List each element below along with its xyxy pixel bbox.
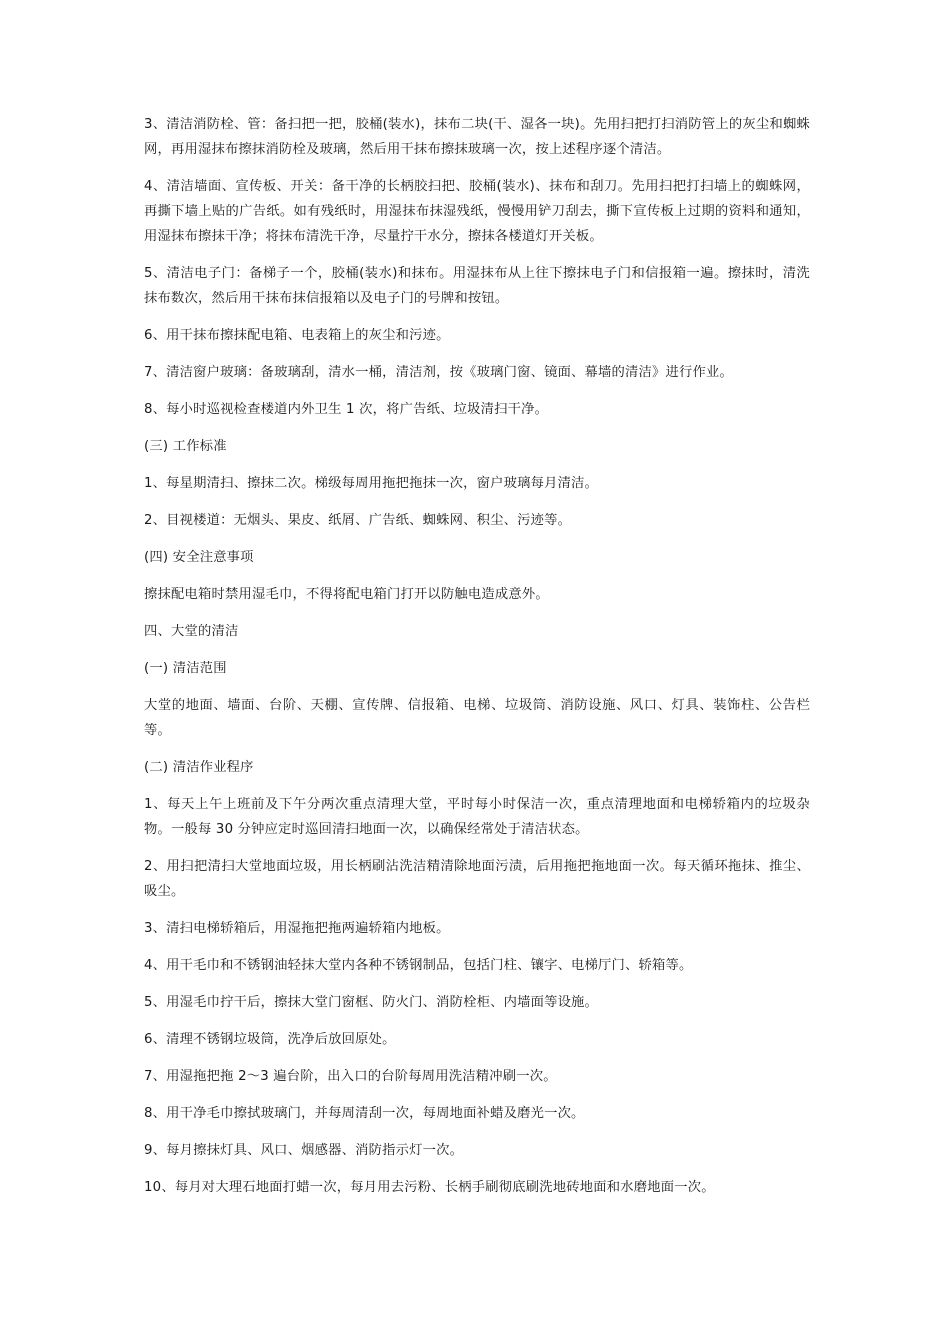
- paragraph-lobby-step-4: 4、用干毛巾和不锈钢油轻抹大堂内各种不锈钢制品，包括门柱、镶字、电梯厅门、轿箱等。: [144, 958, 693, 973]
- paragraph-safety-warning: 擦抹配电箱时禁用湿毛巾，不得将配电箱门打开以防触电造成意外。: [144, 587, 549, 602]
- heading-lobby-cleaning: 四、大堂的清洁: [144, 624, 239, 639]
- paragraph-lobby-step-10: 10、每月对大理石地面打蜡一次，每月用去污粉、长柄手刷彻底刷洗地砖地面和水磨地面一次。: [144, 1180, 715, 1195]
- paragraph-lobby-step-7: 7、用湿拖把拖 2～3 遍台阶，出入口的台阶每周用洗洁精冲刷一次。: [144, 1069, 557, 1084]
- paragraph-lobby-step-8: 8、用干净毛巾擦拭玻璃门，并每周清刮一次，每周地面补蜡及磨光一次。: [144, 1106, 585, 1121]
- paragraph-weekly-cleaning: 1、每星期清扫、擦抹二次。梯级每周用拖把拖抹一次，窗户玻璃每月清洁。: [144, 476, 599, 491]
- paragraph-wall-board-cleaning: 4、清洁墙面、宣传板、开关：备干净的长柄胶扫把、胶桶(装水)、抹布和刮刀。先用扫把打扫墙上的蜘蛛网，再撕下墙上贴的广告纸。如有残纸时，用湿抹布抹湿残纸，慢慢用铲刀刮去，撕下宣传板上过期的资料和通知，用湿抹布擦抹干净；将抹布清洗干净，尽量拧干水分，擦抹各楼道灯开关板。: [144, 179, 810, 244]
- heading-cleaning-scope: (一) 清洁范围: [144, 661, 227, 676]
- paragraph-electronic-door-cleaning: 5、清洁电子门：备梯子一个，胶桶(装水)和抹布。用湿抹布从上往下擦抹电子门和信报箱一遍。擦抹时，清洗抹布数次，然后用干抹布抹信报箱以及电子门的号牌和按钮。: [144, 266, 810, 306]
- paragraph-lobby-step-5: 5、用湿毛巾拧干后，擦抹大堂门窗框、防火门、消防栓柜、内墙面等设施。: [144, 995, 599, 1010]
- paragraph-fire-hydrant-cleaning: 3、清洁消防栓、管：备扫把一把，胶桶(装水)，抹布二块(干、湿各一块)。先用扫把打扫消防管上的灰尘和蜘蛛网，再用湿抹布擦抹消防栓及玻璃，然后用干抹布擦抹玻璃一次，按上述程序逐个清洁。: [144, 117, 810, 157]
- heading-safety-notes: (四) 安全注意事项: [144, 550, 254, 565]
- paragraph-electric-box-cleaning: 6、用干抹布擦抹配电箱、电表箱上的灰尘和污迹。: [144, 328, 450, 343]
- paragraph-lobby-step-2: 2、用扫把清扫大堂地面垃圾，用长柄刷沾洗洁精清除地面污渍，后用拖把拖地面一次。每天循环拖抹、推尘、吸尘。: [144, 859, 810, 899]
- paragraph-lobby-step-3: 3、清扫电梯轿箱后，用湿拖把拖两遍轿箱内地板。: [144, 921, 450, 936]
- paragraph-hourly-inspection: 8、每小时巡视检查楼道内外卫生 1 次，将广告纸、垃圾清扫干净。: [144, 402, 549, 417]
- paragraph-lobby-scope: 大堂的地面、墙面、台阶、天棚、宣传牌、信报箱、电梯、垃圾筒、消防设施、风口、灯具、装饰柱、公告栏等。: [144, 698, 810, 738]
- paragraph-visual-check: 2、目视楼道：无烟头、果皮、纸屑、广告纸、蜘蛛网、积尘、污迹等。: [144, 513, 572, 528]
- heading-work-standard: (三) 工作标准: [144, 439, 227, 454]
- paragraph-window-glass-cleaning: 7、清洁窗户玻璃：备玻璃刮，清水一桶，清洁剂，按《玻璃门窗、镜面、幕墙的清洁》进行作业。: [144, 365, 734, 380]
- paragraph-lobby-step-9: 9、每月擦抹灯具、风口、烟感器、消防指示灯一次。: [144, 1143, 464, 1158]
- heading-cleaning-procedure: (二) 清洁作业程序: [144, 760, 254, 775]
- document-body: [144, 112, 810, 1212]
- paragraph-lobby-step-6: 6、清理不锈钢垃圾筒，洗净后放回原处。: [144, 1032, 396, 1047]
- paragraph-lobby-step-1: 1、每天上午上班前及下午分两次重点清理大堂，平时每小时保洁一次，重点清理地面和电梯轿箱内的垃圾杂物。一般每 30 分钟应定时巡回清扫地面一次，以确保经常处于清洁状态。: [144, 797, 810, 837]
